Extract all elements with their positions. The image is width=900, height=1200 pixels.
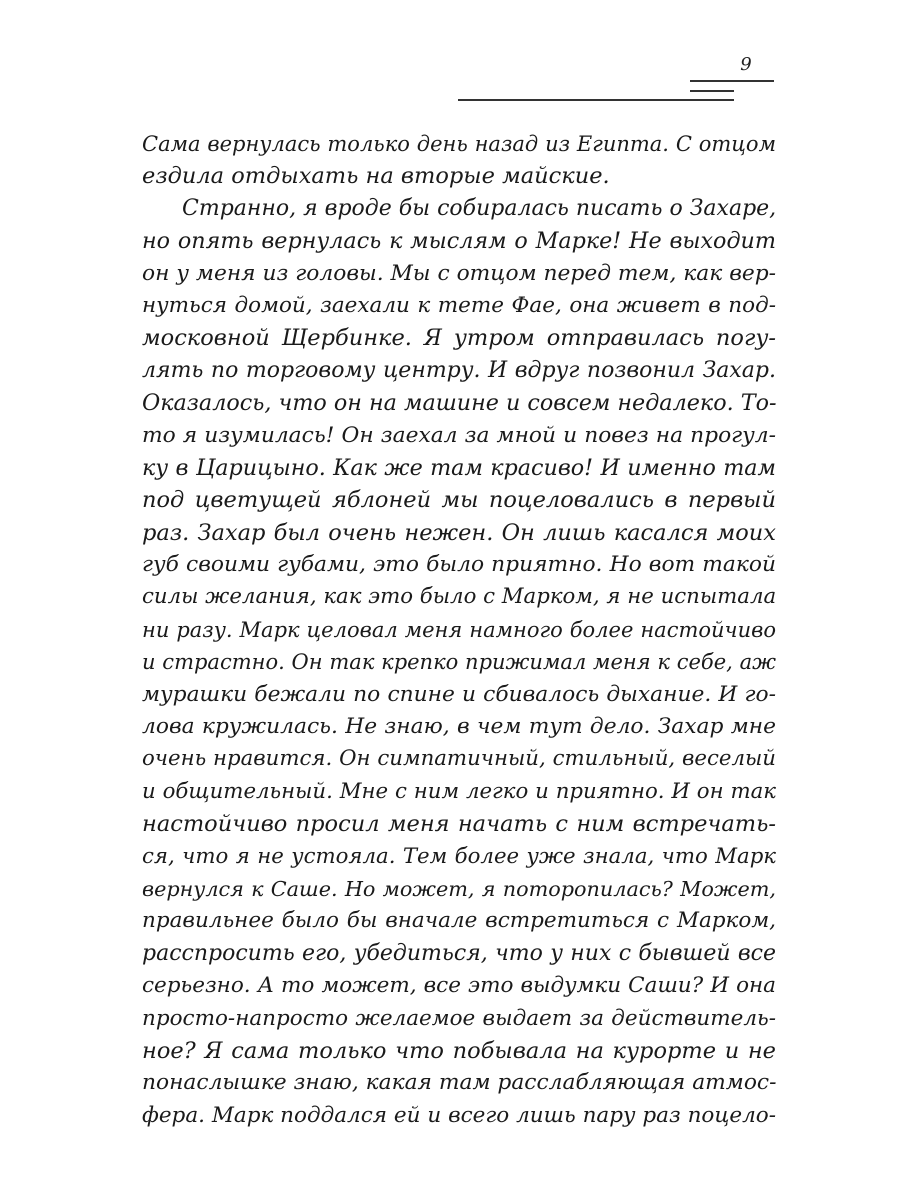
- text-line: расспросить его, убедиться, что у них с бывшей все: [142, 940, 776, 966]
- text-line: ку в Царицыно. Как же там красиво! И именно там: [142, 454, 776, 481]
- text-line: нуться домой, заехали к тете Фае, она живет в под-: [142, 292, 776, 318]
- text-line: то я изумилась! Он заехал за мной и повез на прогул-: [142, 422, 776, 448]
- text-line: ни разу. Марк целовал меня намного более настойчиво: [142, 617, 776, 642]
- text-line: понаслышке знаю, какая там расслабляющая атмос-: [142, 1070, 777, 1096]
- text-line: и общительный. Мне с ним легко и приятно. И он так: [142, 778, 776, 804]
- text-line: московной Щербинке. Я утром отправилась погу-: [142, 325, 776, 352]
- text-line: фера. Марк поддался ей и всего лишь пару раз поцело-: [142, 1102, 776, 1128]
- header-rule-middle: [690, 90, 734, 92]
- text-line: лова кружилась. Не знаю, в чем тут дело. Захар мне: [142, 714, 776, 740]
- text-line: настойчиво просил меня начать с ним встречать-: [142, 811, 776, 838]
- text-line: ездила отдыхать на вторые майские.: [142, 163, 610, 190]
- page-number: 9: [740, 54, 752, 75]
- header-rule-top: [690, 80, 774, 82]
- text-line: Оказалось, что он на машине и совсем недалеко. То-: [142, 390, 777, 417]
- text-line: он у меня из головы. Мы с отцом перед тем, как вер-: [142, 260, 776, 286]
- text-line: лять по торговому центру. И вдруг позвонил Захар.: [142, 357, 776, 383]
- text-line: Сама вернулась только день назад из Египта. С отцом: [142, 132, 776, 156]
- text-line: и страстно. Он так крепко прижимал меня к себе, аж: [142, 650, 776, 675]
- text-line: правильнее было бы вначале встретиться с Марком,: [142, 908, 776, 934]
- text-line: Странно, я вроде бы собиралась писать о Захаре,: [182, 195, 777, 221]
- text-line: раз. Захар был очень нежен. Он лишь касался моих: [142, 519, 776, 546]
- header-rule-long: [458, 99, 734, 101]
- text-line: мурашки бежали по спине и сбивалось дыхание. И го-: [142, 681, 776, 707]
- text-line: очень нравится. Он симпатичный, стильный, веселый: [142, 746, 776, 772]
- text-line: силы желания, как это было с Марком, я не испытала: [142, 584, 777, 610]
- text-line: вернулся к Саше. Но может, я поторопилась? Может,: [142, 876, 776, 901]
- body-text: [142, 128, 776, 1132]
- text-line: ное? Я сама только что побывала на курорте и не: [142, 1037, 776, 1064]
- page-header: [0, 0, 900, 110]
- text-line: под цветущей яблоней мы поцеловались в первый: [142, 487, 776, 514]
- text-line: ся, что я не устояла. Тем более уже знала, что Марк: [142, 843, 776, 869]
- text-line: просто-напросто желаемое выдает за действитель-: [142, 1005, 776, 1031]
- text-line: губ своими губами, это было приятно. Но вот такой: [142, 552, 776, 578]
- text-line: серьезно. А то может, все это выдумки Саши? И она: [142, 973, 776, 999]
- text-line: но опять вернулась к мыслям о Марке! Не выходит: [142, 228, 776, 255]
